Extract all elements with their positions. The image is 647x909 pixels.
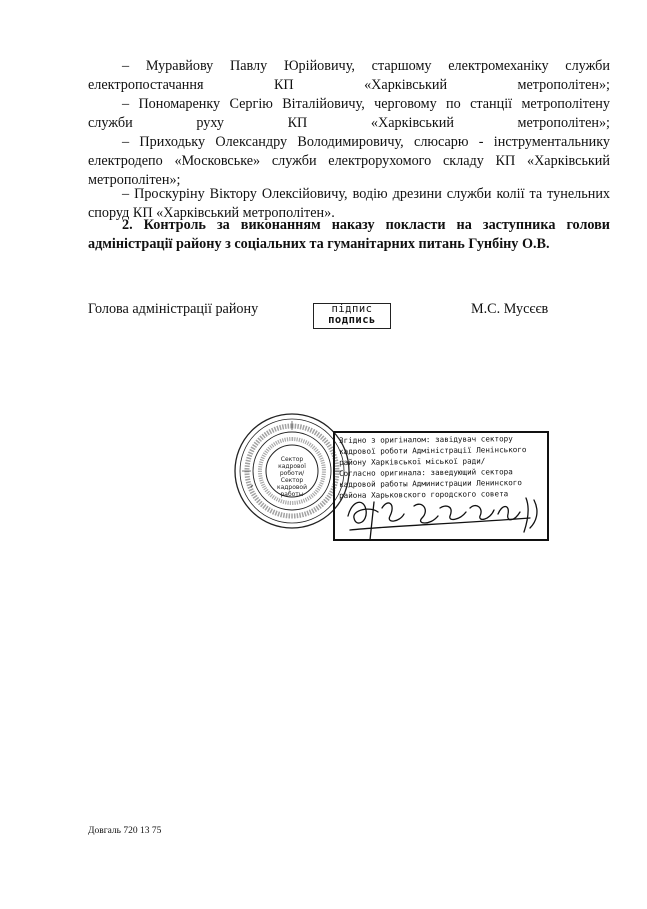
stamp-line-2: подпись	[328, 314, 376, 326]
signatory-name: М.С. Мусєєв	[471, 301, 549, 317]
signature-placeholder-stamp	[313, 303, 391, 329]
cert-line-3: району Харківської міської ради/	[339, 456, 486, 467]
paragraph-prykhodko: – Приходьку Олександру Володимировичу, слюсарю - інструментальнику електродепо «Московське» служби електрорухомого складу КП «Харківський метрополітен»;	[88, 134, 610, 188]
signatory-position: Голова адміністрації району	[88, 301, 259, 317]
cert-line-5: кадровой работы Администрации Ленинского	[339, 478, 522, 489]
seal-center-line-6: работы	[280, 491, 304, 498]
paragraph-control-clause: 2. Контроль за виконанням наказу покласти на заступника голови адміністрації району з соціальних та гуманітарних питань Гунбіну О.В.	[88, 217, 610, 252]
seal-center-line-5: кадровой	[276, 484, 308, 491]
cert-line-6: района Харьковского городского совета	[339, 489, 509, 500]
paragraph-muravyov: – Муравйову Павлу Юрійовичу, старшому електромеханіку служби електропостачання КП «Харківський метрополітен»;	[88, 58, 610, 93]
paragraph-proskurin: – Проскуріну Віктору Олексійовичу, водію дрезини служби колії та тунельних споруд КП «Харківський метрополітен».	[88, 186, 610, 221]
stamp-line-1: підпис	[331, 303, 373, 315]
cert-line-4: Согласно оригинала: заведующий сектора	[339, 467, 513, 478]
seal-center-line-4: Сектор	[280, 477, 304, 484]
seal-center-line-1: Сектор	[280, 456, 304, 463]
cert-line-2: кадрової роботи Адміністрації Ленінського	[339, 445, 527, 456]
paragraph-ponomarenko: – Пономаренку Сергію Віталійовичу, черговому по станції метрополітену служби руху КП «Харківський метрополітен»;	[88, 96, 610, 131]
cert-line-1: Згідно з оригіналом: завідувач сектору	[339, 434, 513, 445]
handwritten-signature	[330, 488, 555, 548]
seal-center-line-2: кадрової	[278, 463, 306, 470]
footer-contact: Довгаль 720 13 75	[88, 826, 162, 836]
seal-center-line-3: роботи/	[279, 470, 305, 477]
